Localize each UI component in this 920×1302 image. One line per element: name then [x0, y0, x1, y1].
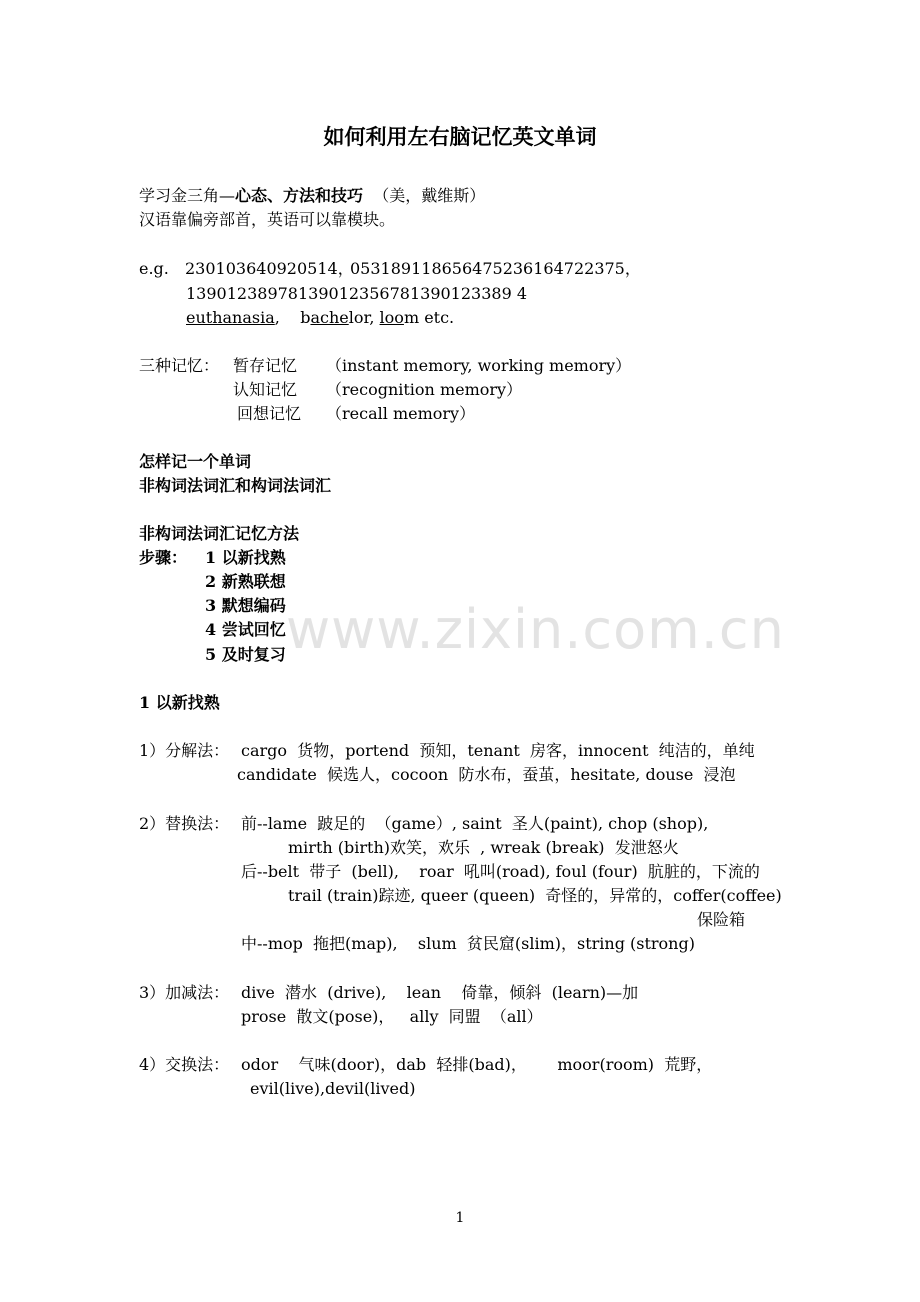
method-2-line: trail (train)踪迹, queer (queen) 奇怪的，异常的，coffer(coffee): [288, 886, 782, 905]
eg-number-1: 230103640920514，: [185, 259, 354, 278]
memory-item-desc: （recall memory）: [326, 404, 476, 423]
eg-loom-rest: m etc.: [403, 308, 455, 327]
eg-word-euthanasia: euthanasia: [186, 308, 275, 327]
method-3-label: 3）加减法：: [139, 983, 230, 1002]
steps-heading: 非构词法词汇记忆方法: [139, 524, 300, 543]
how-subheading: 非构词法词汇和构词法词汇: [139, 476, 332, 495]
method-1-line: cargo 货物，portend 预知，tenant 房客，innocent 纯洁的，单纯: [241, 741, 755, 760]
intro-bold: 心态、方法和技巧: [235, 186, 364, 205]
page-number: 1: [455, 1210, 465, 1226]
step-item: 3 默想编码: [205, 596, 286, 615]
method-4-line: odor 气味(door)，dab 轻排(bad)， moor(room) 荒野，: [241, 1055, 713, 1074]
eg-space: [280, 308, 300, 327]
intro-line-1: [139, 186, 485, 206]
method-4-line: evil(live),devil(lived): [250, 1079, 416, 1098]
step-item: 4 尝试回忆: [205, 620, 286, 639]
intro-line-2: 汉语靠偏旁部首，英语可以靠模块。: [139, 210, 396, 229]
eg-label: e.g.: [139, 259, 169, 278]
memory-item-name: 认知记忆: [233, 380, 298, 399]
eg-bachelor-a: b: [300, 308, 311, 327]
method-1-line: candidate 候选人，cocoon 防水布，蚕茧，hesitate, douse 浸泡: [237, 765, 736, 784]
memory-item-name: 回想记忆: [237, 404, 302, 423]
steps-label: 步骤：: [139, 548, 188, 567]
method-4-label: 4）交换法：: [139, 1055, 230, 1074]
eg-bachelor-underline: ache: [310, 308, 349, 327]
eg-loom-underline: loo: [379, 308, 404, 327]
step-item: 5 及时复习: [205, 645, 286, 664]
eg-words: [186, 308, 454, 328]
method-1-label: 1）分解法：: [139, 741, 230, 760]
step-item: 1 以新找熟: [205, 548, 286, 567]
eg-word-sep: ,: [274, 308, 280, 327]
memory-item-desc: （recognition memory）: [326, 380, 523, 399]
page-title: 如何利用左右脑记忆英文单词: [323, 124, 597, 149]
watermark: www.zixin.com.cn: [286, 598, 785, 661]
memory-item-desc: （instant memory, working memory）: [326, 356, 632, 375]
intro-suffix: （美，戴维斯）: [373, 186, 486, 205]
method-2-line: 中--mop 拖把(map), slum 贫民窟(slim)，string (strong): [241, 934, 695, 953]
section-1-heading: 1 以新找熟: [139, 693, 220, 712]
method-3-line: prose 散文(pose)， ally 同盟 （all）: [241, 1007, 543, 1026]
method-2-line: 前--lame 跛足的 （game）, saint 圣人(paint), chop (shop),: [241, 814, 709, 833]
memory-item-name: 暂存记忆: [233, 356, 298, 375]
intro-spacer: [363, 186, 373, 205]
eg-number-3: 13901238978139012356781390123389 4: [186, 284, 528, 303]
method-2-line: 保险箱: [697, 910, 746, 929]
method-3-line: dive 潜水 (drive), lean 倚靠，倾斜 (learn)—加: [241, 983, 639, 1002]
method-2-label: 2）替换法：: [139, 814, 230, 833]
intro-prefix: 学习金三角—: [139, 186, 236, 205]
eg-bachelor-b: lor,: [348, 308, 380, 327]
how-heading: 怎样记一个单词: [139, 452, 252, 471]
step-item: 2 新熟联想: [205, 572, 286, 591]
method-2-line: 后--belt 带子 (bell), roar 吼叫(road), foul (four) 肮脏的，下流的: [241, 862, 760, 881]
eg-number-2: 053189118656475236164722375，: [350, 259, 641, 278]
memory-label: 三种记忆：: [139, 356, 220, 375]
method-2-line: mirth (birth)欢笑，欢乐 , wreak (break) 发泄怒火: [288, 838, 679, 857]
